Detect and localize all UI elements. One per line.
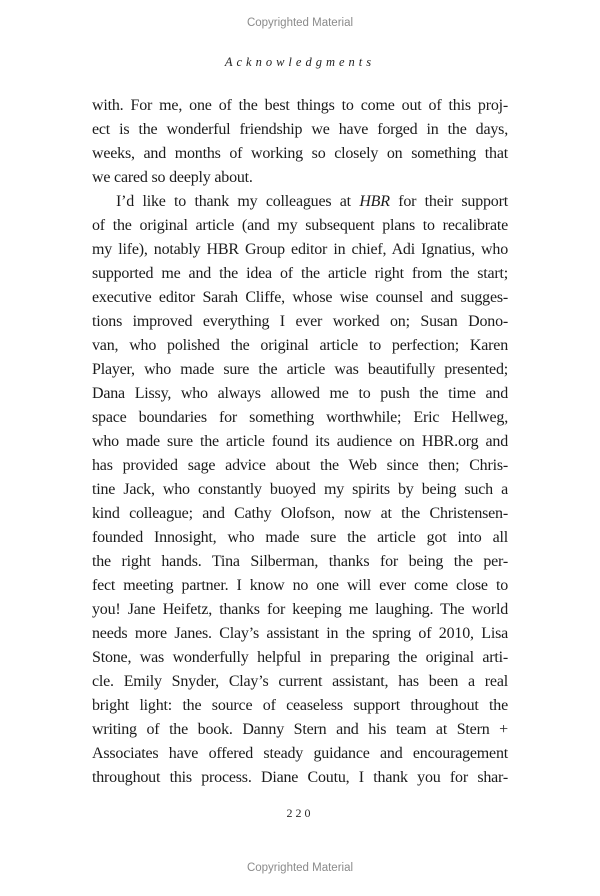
page-body	[92, 94, 508, 790]
copyright-watermark-bottom: Copyrighted Material	[246, 862, 354, 874]
body-line: Associates have offered steady guidance and encouragement	[92, 745, 508, 762]
body-line: weeks, and months of working so closely on something that	[92, 145, 508, 162]
body-line: tine Jack, who constantly buoyed my spirits by being such a	[92, 481, 508, 498]
body-line: Player, who made sure the article was beautifully presented;	[92, 361, 508, 378]
body-line: founded Innosight, who made sure the article got into all	[92, 529, 508, 546]
body-line: I’d like to thank my colleagues at HBR for their support	[116, 193, 508, 210]
body-line: who made sure the article found its audience on HBR.org and	[92, 433, 508, 450]
body-line: kind colleague; and Cathy Olofson, now at the Christensen-	[92, 505, 508, 522]
body-line: fect meeting partner. I know no one will ever come close to	[92, 577, 508, 594]
body-line: with. For me, one of the best things to come out of this proj-	[92, 97, 508, 114]
body-line: van, who polished the original article to perfection; Karen	[92, 337, 508, 354]
chapter-header: Acknowledgments	[224, 55, 376, 69]
body-line: supported me and the idea of the article right from the start;	[92, 265, 508, 282]
body-line: throughout this process. Diane Coutu, I thank you for shar-	[92, 769, 508, 786]
body-line: space boundaries for something worthwhile; Eric Hellweg,	[92, 409, 508, 426]
body-line: we cared so deeply about.	[92, 169, 253, 186]
body-line: of the original article (and my subsequent plans to recalibrate	[92, 217, 508, 234]
body-line: tions improved everything I ever worked on; Susan Dono-	[92, 313, 508, 330]
body-line: executive editor Sarah Cliffe, whose wise counsel and sugges-	[92, 289, 508, 306]
body-line: ect is the wonderful friendship we have forged in the days,	[92, 121, 508, 138]
body-line: has provided sage advice about the Web since then; Chris-	[92, 457, 508, 474]
copyright-watermark-top: Copyrighted Material	[246, 17, 354, 29]
body-line: Stone, was wonderfully helpful in preparing the original arti-	[92, 649, 508, 666]
body-line: Dana Lissy, who always allowed me to push the time and	[92, 385, 508, 402]
body-line: cle. Emily Snyder, Clay’s current assistant, has been a real	[92, 673, 508, 690]
body-line: needs more Janes. Clay’s assistant in the spring of 2010, Lisa	[92, 625, 508, 642]
page-number: 220	[286, 806, 314, 820]
body-line: my life), notably HBR Group editor in chief, Adi Ignatius, who	[92, 241, 508, 258]
body-line: the right hands. Tina Silberman, thanks for being the per-	[92, 553, 508, 570]
body-line: writing of the book. Danny Stern and his team at Stern +	[92, 721, 508, 738]
body-line: you! Jane Heifetz, thanks for keeping me laughing. The world	[92, 601, 508, 618]
body-line: bright light: the source of ceaseless support throughout the	[92, 697, 508, 714]
